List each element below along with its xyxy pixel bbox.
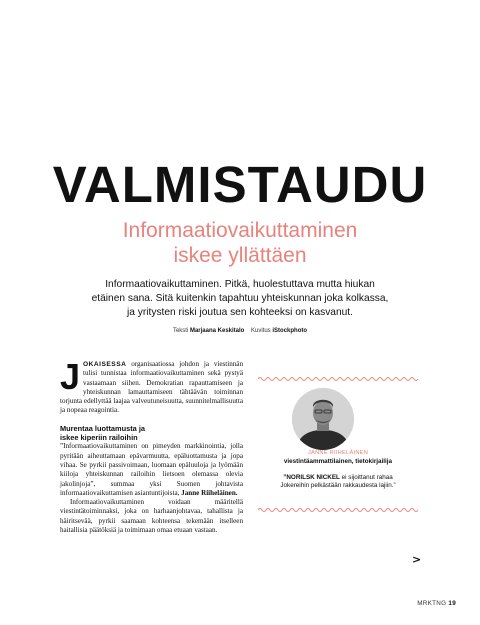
- subheadline: [0, 218, 480, 268]
- wave-divider-top: [258, 376, 418, 382]
- portrait-photo: [292, 388, 354, 450]
- subheadline-line-2: iskee yllättäen: [173, 244, 307, 267]
- sidebar-person-role: viestintäammattilainen, tietokirjailija: [283, 458, 393, 465]
- pull-quote-bold: ”NORILSK NICKEL: [283, 474, 340, 481]
- lede-paragraph: Informaatiovaikuttaminen. Pitkä, huolestuttava mutta hiukan etäinen sana. Sitä kuitenkin tapahtuu yhteiskunnan joka kolkassa, ja yritysten riski joutua sen kohteeksi on kasvanut.: [91, 279, 389, 318]
- drop-cap: J: [60, 356, 81, 397]
- pull-quote-text: ei sijoittanut rahaa Jokereihin pelkästään rakkaudesta lajiin.”: [280, 474, 396, 489]
- expert-name: Janne Riiheläinen.: [181, 488, 238, 497]
- credit-photo-label: Kuvitus: [251, 328, 271, 334]
- credit-photo-source: iStockphoto: [272, 328, 308, 334]
- credit-text-label: Teksti: [172, 328, 189, 334]
- magazine-name: MRKTNG: [417, 600, 447, 607]
- body-paragraph-2-text: ”Informaatiovaikuttaminen on pimeyden markkinointia, jolla pyritään aiheuttamaan epävarmuutta, epäluottamusta ja jopa vihaa. Se pyrkii passivoimaan, luomaan epäluuloja ja lyömään kiiloja yhteiskunnan railoihin lietsoen olemassa olevia jakolinjoja”, summaa yksi Suomen johtavista informaatiovaikuttamisen asiantuntijoista,: [60, 442, 243, 497]
- section-heading: [60, 424, 243, 443]
- body-column: [60, 356, 243, 535]
- credit-author: Marjaana Keskitalo: [189, 328, 245, 334]
- pull-quote: [278, 474, 398, 490]
- headline: VALMISTAUDU: [52, 156, 428, 213]
- page-folio: [396, 600, 456, 607]
- section-heading-line-2: iskee kiperiin railoihin: [60, 433, 138, 443]
- wave-divider-bottom: [258, 507, 418, 513]
- body-paragraph-1: [60, 356, 243, 416]
- body-paragraph-3: Informaatiovaikuttaminen voidaan määritellä viestintätoiminnaksi, joka on harhaanjohtavaa, tahallista ja häiritsevää, pyrkii saamaan kohteensa tekemään itselleen haitallisia päätöksiä ja toimimaan omaa etuaan vastaan.: [60, 498, 243, 535]
- continue-arrow-icon: >: [412, 553, 422, 566]
- lead-in-caps: OKAISESSA: [83, 361, 127, 368]
- section-heading-line-1: Murentaa luottamusta ja: [60, 423, 146, 433]
- sidebar-person-name: JANNE RIIHELÄINEN: [307, 450, 369, 456]
- body-paragraph-2: [60, 442, 243, 498]
- byline-credits: [0, 327, 480, 335]
- subheadline-line-1: Informaatiovaikuttaminen: [122, 219, 358, 242]
- body-paragraph-1-text: organisaatiossa johdon ja viestinnän tulisi tunnistaa informaatiovaikuttaminen sekä pystyä vastaamaan siihen. Demokratian rapauttamiseen ja yhteiskunnan lamauttamiseen tähtäävän toiminnan torjunta edellyttää laajaa valveutuneisuutta, suunnitelmallisuutta ja nopeaa reagointia.: [60, 360, 243, 415]
- page-number: 19: [448, 600, 456, 607]
- person-silhouette-icon: [292, 388, 354, 450]
